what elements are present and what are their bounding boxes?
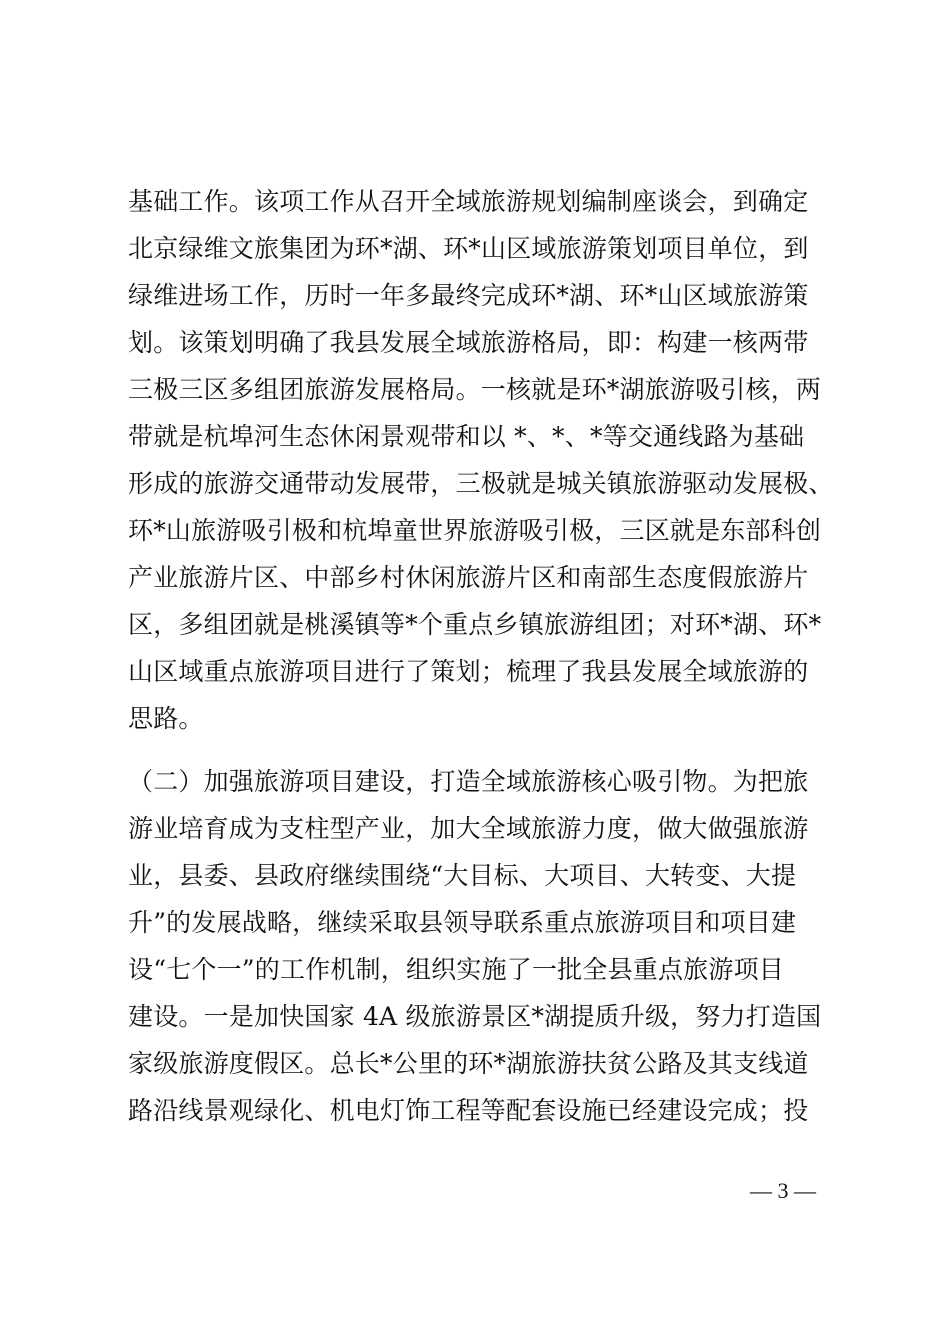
text-line: 游业培育成为支柱型产业，加大全域旅游力度，做大做强旅游 [128, 814, 809, 843]
text-line: 基础工作。该项工作从召开全域旅游规划编制座谈会，到确定 [128, 187, 809, 216]
text-line: 业，县委、县政府继续围绕“大目标、大项目、大转变、大提 [128, 861, 797, 890]
text-line: 带就是杭埠河生态休闲景观带和以 *、*、*等交通线路为基础 [128, 422, 805, 451]
text-line: 山区域重点旅游项目进行了策划；梳理了我县发展全域旅游的 [128, 657, 809, 686]
text-line: 环*山旅游吸引极和杭埠童世界旅游吸引极，三区就是东部科创 [128, 516, 822, 545]
paragraph-planning [128, 178, 834, 742]
text-line: 形成的旅游交通带动发展带，三极就是城关镇旅游驱动发展极、 [128, 469, 834, 498]
text-line: 家级旅游度假区。总长*公里的环*湖旅游扶贫公路及其支线道 [128, 1049, 809, 1078]
text-line: 思路。 [128, 704, 204, 733]
text-line: 路沿线景观绿化、机电灯饰工程等配套设施已经建设完成；投 [128, 1096, 809, 1125]
page-number: — 3 — [750, 1178, 816, 1203]
paragraph-project-construction [128, 758, 828, 1134]
text-line: 划。该策划明确了我县发展全域旅游格局，即：构建一核两带 [128, 328, 809, 357]
text-line: 北京绿维文旅集团为环*湖、环*山区域旅游策划项目单位，到 [128, 234, 809, 263]
text-line: 设“七个一”的工作机制，组织实施了一批全县重点旅游项目 [128, 955, 784, 984]
text-line: 产业旅游片区、中部乡村休闲旅游片区和南部生态度假旅游片 [128, 563, 809, 592]
section-heading-line: （二）加强旅游项目建设，打造全域旅游核心吸引物。为把旅 [128, 767, 809, 796]
text-line: 区，多组团就是桃溪镇等*个重点乡镇旅游组团；对环*湖、环* [128, 610, 822, 639]
text-line: 升”的发展战略，继续采取县领导联系重点旅游项目和项目建 [128, 908, 797, 937]
text-line: 建设。一是加快国家 4A 级旅游景区*湖提质升级，努力打造国 [128, 1002, 822, 1031]
text-line: 三极三区多组团旅游发展格局。一核就是环*湖旅游吸引核，两 [128, 375, 822, 404]
text-line: 绿维进场工作，历时一年多最终完成环*湖、环*山区域旅游策 [128, 281, 809, 310]
